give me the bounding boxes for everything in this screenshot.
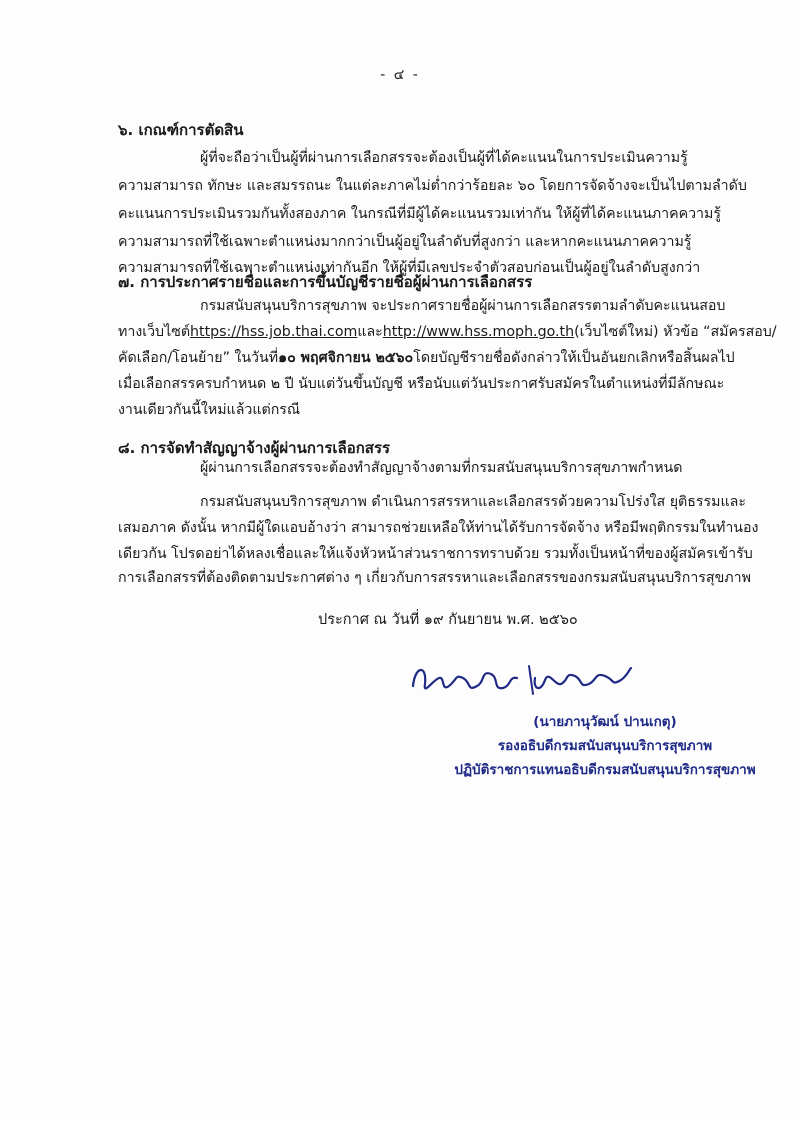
section-7-line-2-and: และ [357, 324, 383, 340]
closing-line-4: การเลือกสรรที่ต้องติดตามประกาศต่าง ๆ เกี่ยวกับการสรรหาและเลือกสรรของกรมสนับสนุนบริการสุขภาพ [118, 570, 751, 586]
hss-moph-link[interactable]: http://www.hss.moph.go.th [382, 324, 575, 340]
signatory-acting-position: ปฏิบัติราชการแทนอธิบดีกรมสนับสนุนบริการสุขภาพ [454, 762, 756, 778]
section-7-line-3-suffix: โดยบัญชีรายชื่อดังกล่าวให้เป็นอันยกเลิกหรือสิ้นผลไป [413, 350, 735, 366]
announcement-date: ประกาศ ณ วันที่ ๑๙ กันยายน พ.ศ. ๒๕๖๐ [318, 612, 578, 628]
closing-line-3: เดียวกัน โปรดอย่าได้หลงเชื่อและให้แจ้งหัวหน้าส่วนราชการทราบด้วย รวมทั้งเป็นหน้าที่ของผู้สมัครเข้ารับ [118, 546, 753, 562]
section-7-line-1: กรมสนับสนุนบริการสุขภาพ จะประกาศรายชื่อผู้ผ่านการเลือกสรรตามลำดับคะแนนสอบ [200, 298, 726, 314]
closing-line-2: เสมอภาค ดังนั้น หากมีผู้ใดแอบอ้างว่า สามารถช่วยเหลือให้ท่านได้รับการจัดจ้าง หรือมีพฤติกรรมในทำนอง [118, 520, 759, 536]
section-7-line-4: เมื่อเลือกสรรครบกำหนด ๒ ปี นับแต่วันขึ้นบัญชี หรือนับแต่วันประกาศรับสมัครในตำแหน่งที่มีลักษณะ [118, 376, 725, 392]
section-7-line-2 [118, 322, 777, 342]
section-6-line-2: ความสามารถ ทักษะ และสมรรถนะ ในแต่ละภาคไม่ต่ำกว่าร้อยละ ๖๐ โดยการจัดจ้างจะเป็นไปตามลำดับ [118, 178, 747, 194]
section-6-line-1: ผู้ที่จะถือว่าเป็นผู้ที่ผ่านการเลือกสรรจะต้องเป็นผู้ที่ได้คะแนนในการประเมินความรู้ [200, 150, 688, 166]
section-7-line-5: งานเดียวกันนี้ใหม่แล้วแต่กรณี [118, 402, 301, 418]
section-7-heading: ๗. การประกาศรายชื่อและการขึ้นบัญชีรายชื่อผู้ผ่านการเลือกสรร [118, 273, 533, 291]
section-6-line-3: คะแนนการประเมินรวมกันทั้งสองภาค ในกรณีที่มีผู้ได้คะแนนรวมเท่ากัน ให้ผู้ที่ได้คะแนนภาคความรู้ [118, 206, 721, 222]
section-7-line-2-prefix: ทางเว็บไซต์ [118, 324, 191, 340]
signatory-name: (นายภานุวัฒน์ ปานเกตุ) [533, 714, 677, 730]
section-7-line-3 [118, 348, 735, 368]
section-7-line-2-suffix: (เว็บไซต์ใหม่) หัวข้อ “สมัครสอบ/ [574, 324, 777, 340]
closing-line-1: กรมสนับสนุนบริการสุขภาพ ดำเนินการสรรหาและเลือกสรรด้วยความโปร่งใส ยุติธรรมและ [200, 494, 746, 510]
signatory-position: รองอธิบดีกรมสนับสนุนบริการสุขภาพ [497, 738, 713, 754]
section-6-line-4: ความสามารถที่ใช้เฉพาะตำแหน่งมากกว่าเป็นผู้อยู่ในลำดับที่สูงกว่า และหากคะแนนภาคความรู้ [118, 234, 692, 250]
section-8-line-1: ผู้ผ่านการเลือกสรรจะต้องทำสัญญาจ้างตามที่กรมสนับสนุนบริการสุขภาพกำหนด [200, 460, 683, 476]
hss-job-link[interactable]: https://hss.job.thai.com [190, 324, 358, 340]
handwritten-signature [405, 656, 635, 706]
announcement-result-date: ๑๐ พฤศจิกายน ๒๕๖๐ [278, 350, 414, 366]
section-8-heading: ๘. การจัดทำสัญญาจ้างผู้ผ่านการเลือกสรร [118, 439, 391, 457]
section-6-heading: ๖. เกณฑ์การตัดสิน [118, 121, 244, 139]
page-number: - ๔ - [380, 67, 420, 83]
section-6-line-5: ความสามารถที่ใช้เฉพาะตำแหน่งเท่ากันอีก ให้ผู้ที่มีเลขประจำตัวสอบก่อนเป็นผู้อยู่ในลำดับสูงกว่า [118, 260, 701, 276]
section-7-line-3-prefix: คัดเลือก/โอนย้าย” ในวันที่ [118, 350, 279, 366]
